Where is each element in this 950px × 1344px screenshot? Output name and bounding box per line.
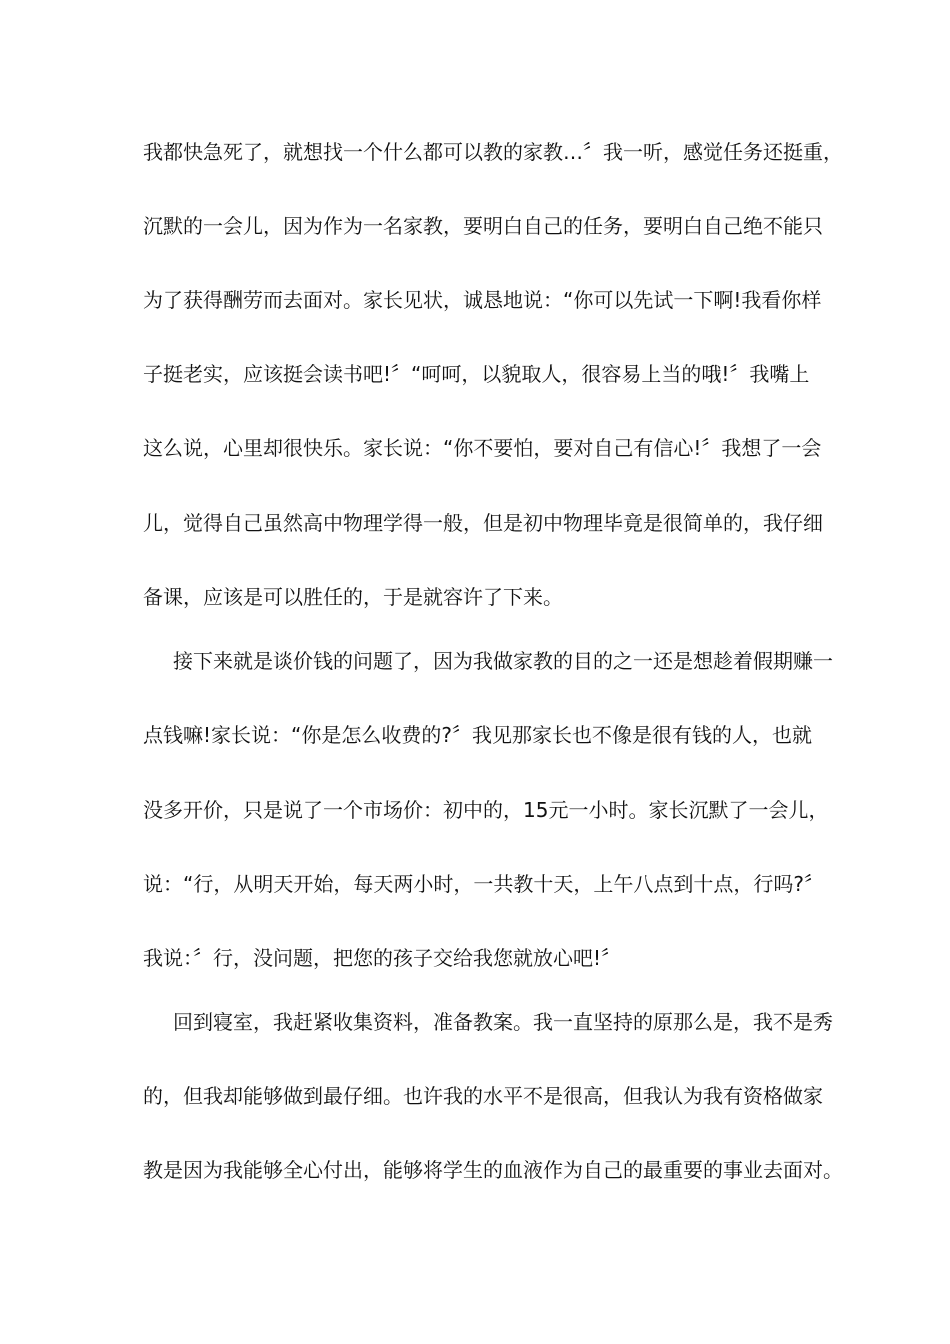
paragraph-first-line: 回到寝室，我赶紧收集资料，准备教案。我一直坚持的原那么是，我不是秀	[173, 1010, 833, 1034]
text-line: 儿，觉得自己虽然高中物理学得一般，但是初中物理毕竟是很简单的，我仔细	[143, 511, 823, 535]
text-line: 为了获得酬劳而去面对。家长见状，诚恳地说：“你可以先试一下啊!我看你样	[143, 288, 822, 312]
text-line: 这么说，心里却很快乐。家长说：“你不要怕，要对自己有信心!〞我想了一会	[143, 436, 822, 460]
text-line: 教是因为我能够全心付出，能够将学生的血液作为自己的最重要的事业去面对。	[143, 1158, 843, 1182]
text-line: 备课，应该是可以胜任的，于是就容许了下来。	[143, 585, 563, 609]
text-line: 子挺老实，应该挺会读书吧!〞“呵呵，以貌取人，很容易上当的哦!〞我嘴上	[143, 362, 810, 386]
text-line: 沉默的一会儿，因为作为一名家教，要明白自己的任务，要明白自己绝不能只	[143, 214, 823, 238]
text-line: 点钱嘛!家长说：“你是怎么收费的?〞我见那家长也不像是很有钱的人，也就	[143, 723, 812, 747]
paragraph-first-line: 接下来就是谈价钱的问题了，因为我做家教的目的之一还是想趁着假期赚一	[173, 649, 833, 673]
text-line: 说：“行，从明天开始，每天两小时，一共教十天，上午八点到十点，行吗?〞	[143, 872, 824, 896]
text-line: 的，但我却能够做到最仔细。也许我的水平不是很高，但我认为我有资格做家	[143, 1084, 823, 1108]
text-line: 我都快急死了，就想找一个什么都可以教的家教…〞我一听，感觉任务还挺重，	[143, 140, 843, 164]
text-line: 我说：〞行，没问题，把您的孩子交给我您就放心吧!〞	[143, 946, 622, 970]
text-line: 没多开价，只是说了一个市场价：初中的，15元一小时。家长沉默了一会儿，	[143, 798, 829, 822]
